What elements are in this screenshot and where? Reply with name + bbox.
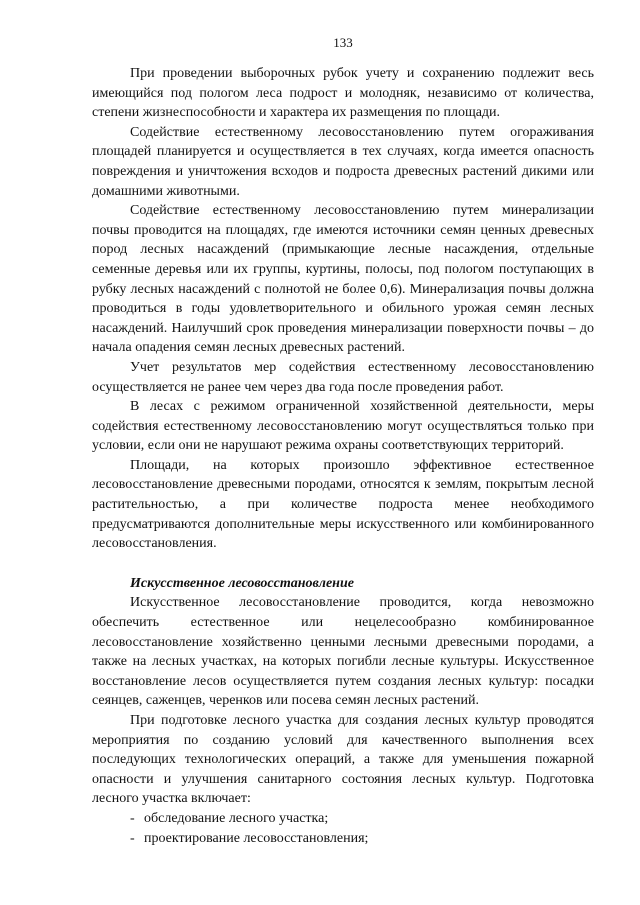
paragraph: При проведении выборочных рубок учету и сохранению подлежит весь имеющийся под пологом леса подрост и молодняк, независимо от количества, степени жизнеспособности и характера их размещения по площади. [92, 66, 594, 121]
dash-marker: - [130, 830, 135, 846]
section-spacer [92, 554, 594, 574]
list-item-text: проектирование лесовосстановления; [144, 830, 369, 846]
paragraph: Площади, на которых произошло эффективное естественное лесовосстановление древесными породами, относятся к землям, покрытым лесной растительностью, а при количестве подроста менее необходимого предусматриваются дополнительные меры искусственного или комбинированного лесовосстановления. [92, 457, 594, 552]
paragraph: Учет результатов мер содействия естественному лесовосстановлению осуществляется не ранее чем через два года после проведения работ. [92, 359, 594, 395]
paragraph: В лесах с режимом ограниченной хозяйственной деятельности, меры содействия естественному лесовосстановлению могут осуществляться только при условии, если они не нарушают режима охраны соответствующих территорий. [92, 399, 594, 454]
section-heading: Искусственное лесовосстановление [130, 575, 354, 591]
paragraph: Содействие естественному лесовосстановлению путем минерализации почвы проводится на площадях, где имеются источники семян ценных древесных пород лесных насаждений (примыкающие лесные насаждения, отдельные семенные деревья или их группы, куртины, полосы, под пологом поступающих в рубку лесных насаждений с полнотой не более 0,6). Минерализация почвы должна проводиться в годы удовлетворительного и обильного урожая семян лесных насаждений. Наилучший срок проведения минерализации поверхности почвы – до начала опадения семян лесных древесных растений. [92, 203, 594, 356]
list-item [92, 809, 594, 829]
dash-marker: - [130, 810, 135, 826]
paragraph: Содействие естественному лесовосстановлению путем огораживания площадей планируется и осуществляется в тех случаях, когда имеется опасность повреждения и уничтожения всходов и подроста древесных растений дикими или домашними животными. [92, 124, 594, 199]
paragraph: Искусственное лесовосстановление проводится, когда невозможно обеспечить естественное или нецелесообразно комбинированное лесовосстановление хозяйственно ценными лесными древесными породами, а также на лесных участках, на которых погибли лесные культуры. Искусственное восстановление лесов осуществляется путем создания лесных культур: посадки сеянцев, саженцев, черенков или посева семян лесных растений. [92, 595, 594, 709]
paragraph: При подготовке лесного участка для создания лесных культур проводятся мероприятия по созданию условий для качественного выполнения всех последующих технологических операций, а также для уменьшения пожарной опасности и улучшения санитарного состояния лесных культур. Подготовка лесного участка включает: [92, 713, 594, 807]
list-item [92, 829, 594, 849]
page-number: 133 [333, 35, 353, 50]
bullet-list [92, 809, 594, 848]
document-page [92, 34, 594, 848]
list-item-text: обследование лесного участка; [144, 810, 329, 826]
